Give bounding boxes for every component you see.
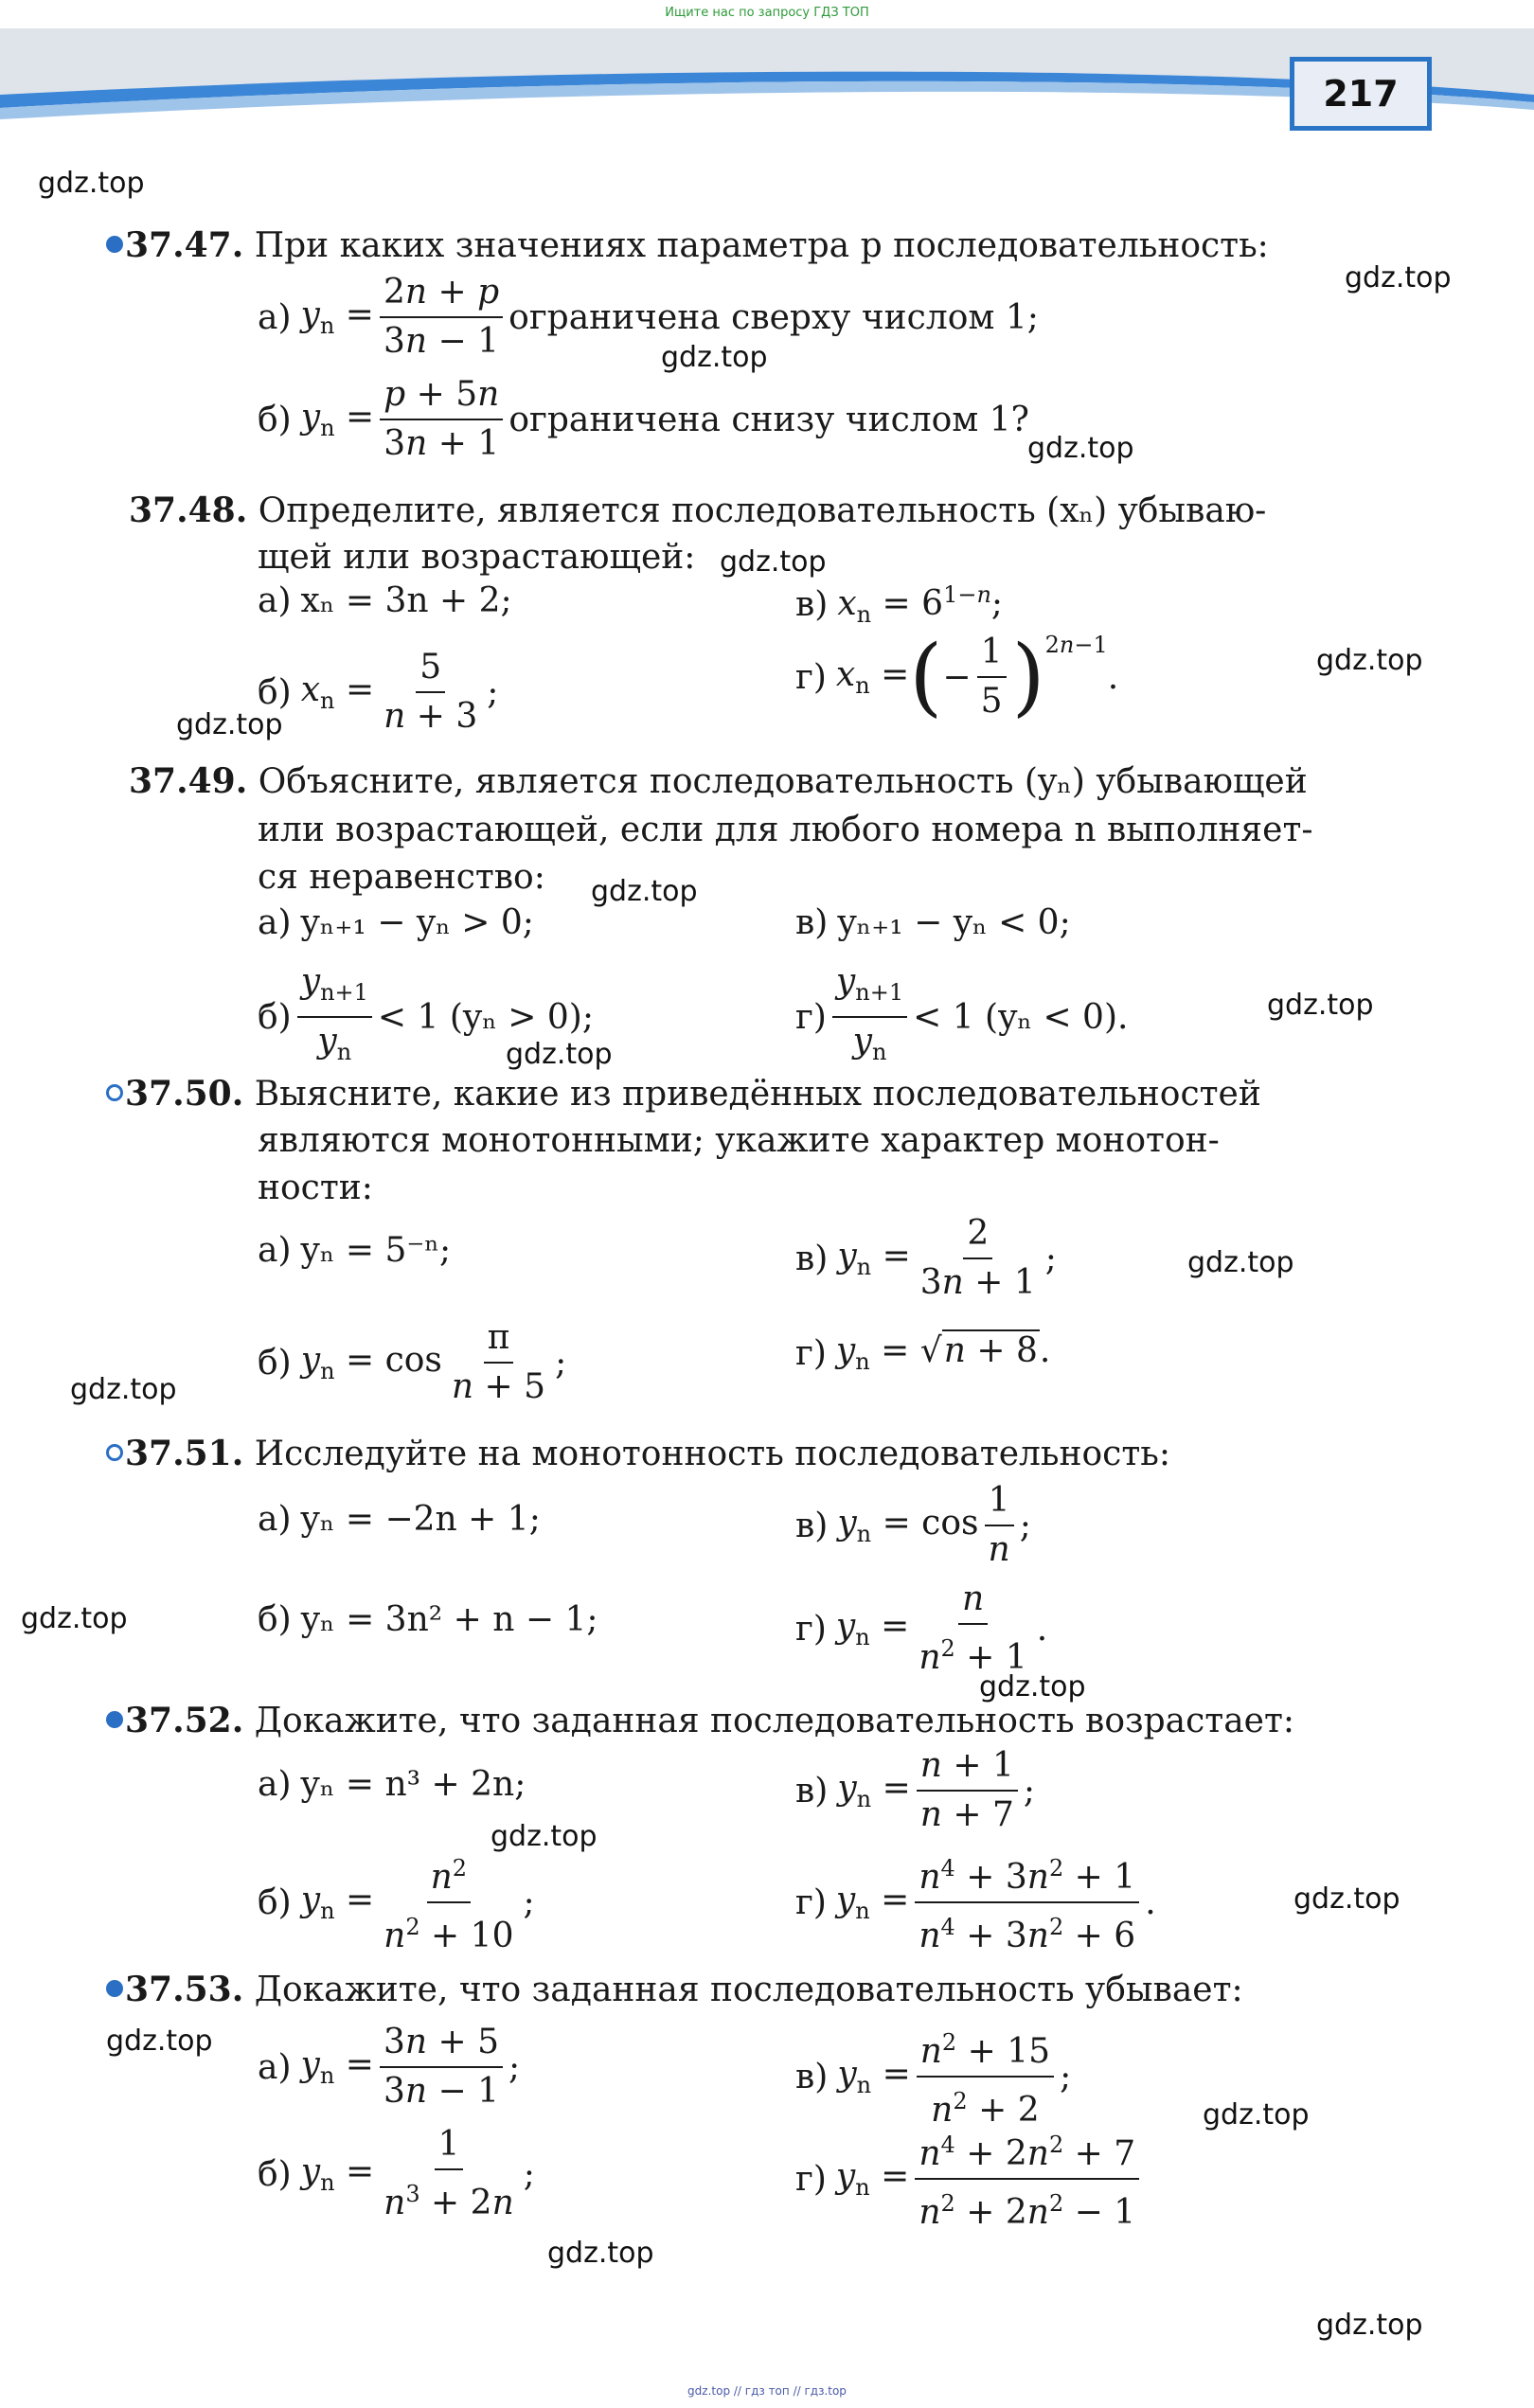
item-label: а) (258, 1765, 292, 1804)
problem-number: 37.50. (125, 1074, 244, 1114)
item-label: а) (258, 581, 292, 620)
item-expression: yₙ = 5⁻ⁿ; (300, 1231, 452, 1270)
item-expression: yₙ = n³ + 2n; (300, 1765, 526, 1804)
problem-37-47 (106, 222, 1269, 270)
problem-text: Докажите, что заданная последовательность убывает: (254, 1971, 1243, 2009)
watermark: gdz.top (70, 1373, 177, 1406)
watermark: gdz.top (1345, 261, 1452, 294)
watermark: gdz.top (1316, 644, 1423, 677)
difficulty-dot-icon (106, 236, 123, 253)
problem-37-49 (129, 758, 1308, 806)
problem-text: Определите, является последовательность (xₙ) убываю- (258, 491, 1267, 530)
item-label: в) (795, 1239, 829, 1278)
item-label: в) (795, 903, 829, 942)
item-37-50-a (258, 1231, 451, 1270)
item-expression: yₙ₊₁ − yₙ < 0; (837, 903, 1071, 942)
item-37-51-v: в) $y_n = \cos$ $\frac{1}{n}$ ; (795, 1481, 1031, 1569)
problem-text: или возрастающей, если для любого номера n выполняет- (258, 811, 1313, 849)
problem-number: 37.53. (125, 1970, 244, 2009)
watermark: gdz.top (38, 167, 145, 200)
item-37-48-g: г) $x_n$ = ( − $\frac{1}{5}$ ) 2n−1 . (795, 627, 1119, 726)
watermark: gdz.top (1316, 2309, 1423, 2342)
item-37-52-g: г) $y_n$ = $\frac{n^4 + 3n^2 + 1}{n^4 + 3n^2 + 6}$ . (795, 1846, 1156, 1958)
problem-number: 37.47. (125, 225, 244, 265)
problem-text: Исследуйте на монотонность последовательность: (254, 1435, 1170, 1473)
problem-text: При каких значениях параметра p последовательность: (254, 226, 1269, 265)
item-37-50-v: в) $y_n$ = $\frac{2}{3n + 1}$ ; (795, 1214, 1057, 1302)
watermark: gdz.top (21, 1602, 128, 1635)
problem-text: щей или возрастающей: (258, 538, 696, 577)
item-37-53-g: г) $y_n$ = $\frac{n^4 + 2n^2 + 7}{n^2 + 2n^2 - 1}$ (795, 2123, 1145, 2235)
watermark: gdz.top (106, 2025, 213, 2058)
item-label: б) (258, 1600, 292, 1639)
item-label: г) (795, 657, 827, 697)
item-37-49-g: г) $\frac{y_{n+1}}{y_n}$ < 1 (yₙ < 0). (795, 962, 1129, 1066)
item-37-51-g: г) $y_n$ = $\frac{n}{n^2 + 1}$ . (795, 1579, 1048, 1677)
item-expression: < 1 (yₙ > 0); (377, 997, 594, 1037)
item-label: б) (258, 997, 292, 1037)
problem-37-50-line3 (258, 1165, 373, 1212)
item-label: а) (258, 1231, 292, 1270)
watermark: gdz.top (720, 545, 827, 579)
item-text: ограничена снизу числом 1? (508, 400, 1029, 439)
item-label: г) (795, 997, 827, 1037)
item-label: в) (795, 2057, 829, 2096)
problem-37-49-line3 (258, 854, 545, 901)
item-label: г) (795, 2159, 827, 2199)
item-label: а) (258, 2047, 292, 2087)
item-expression: xₙ = 3n + 2; (300, 581, 512, 620)
page-number: 217 (1290, 57, 1432, 131)
watermark: gdz.top (176, 708, 283, 741)
item-label: г) (795, 1609, 827, 1649)
problem-37-48 (129, 487, 1266, 535)
watermark: gdz.top (491, 1820, 598, 1853)
watermark: gdz.top (979, 1670, 1086, 1703)
difficulty-circle-icon (106, 1444, 123, 1461)
problem-number: 37.51. (125, 1434, 244, 1473)
problem-text: ся неравенство: (258, 858, 545, 897)
item-37-50-b: б) $y_n = \cos$ $\frac{\pi}{n + 5}$ ; (258, 1318, 567, 1406)
difficulty-dot-icon (106, 1711, 123, 1728)
item-37-51-a (258, 1500, 541, 1539)
item-37-47-b: б) $y_n$ = $\frac{p + 5n}{3n + 1}$ ограничена снизу числом 1? (258, 375, 1029, 463)
difficulty-circle-icon (106, 1084, 123, 1101)
problem-37-50-line2 (258, 1117, 1220, 1165)
item-37-49-b: б) $\frac{y_{n+1}}{y_n}$ < 1 (yₙ > 0); (258, 962, 594, 1066)
watermark: gdz.top (1187, 1246, 1294, 1279)
item-37-52-a (258, 1765, 526, 1804)
item-37-47-a: а) $y_n$ = $\frac{2n + p}{3n - 1}$ ограничена сверху числом 1; (258, 273, 1039, 361)
item-37-49-a (258, 903, 534, 942)
problem-37-49-line2 (258, 807, 1313, 854)
item-37-51-b (258, 1600, 598, 1639)
problem-number: 37.52. (125, 1701, 244, 1740)
item-label: б) (258, 1882, 292, 1922)
watermark: gdz.top (547, 2237, 654, 2270)
item-label: б) (258, 672, 292, 712)
item-37-48-b: б) $x_n$ = $\frac{5}{n + 3}$ ; (258, 648, 499, 736)
watermark: gdz.top (591, 875, 698, 908)
problem-text: являются монотонными; укажите характер монотон- (258, 1121, 1220, 1160)
item-expression: < 1 (yₙ < 0). (913, 997, 1129, 1037)
difficulty-dot-icon (106, 1980, 123, 1997)
problem-number: 37.49. (129, 761, 248, 801)
watermark: gdz.top (661, 341, 768, 374)
item-37-49-v (795, 903, 1071, 942)
problem-37-50 (106, 1070, 1261, 1118)
problem-text: Докажите, что заданная последовательность возрастает: (254, 1702, 1295, 1740)
item-expression: yₙ₊₁ − yₙ > 0; (300, 903, 534, 942)
watermark: gdz.top (1293, 1882, 1400, 1916)
problem-text: Объясните, является последовательность (yₙ) убывающей (258, 762, 1308, 801)
item-label: а) (258, 903, 292, 942)
problem-37-51 (106, 1430, 1170, 1478)
item-label: б) (258, 2154, 292, 2194)
item-label: г) (795, 1333, 827, 1373)
item-37-52-b: б) $y_n$ = $\frac{n^2}{n^2 + 10}$ ; (258, 1846, 535, 1958)
watermark: gdz.top (1027, 432, 1134, 465)
problem-number: 37.48. (129, 491, 248, 530)
item-label: б) (258, 1343, 292, 1382)
item-37-53-b: б) $y_n$ = $\frac{1}{n^3 + 2n}$ ; (258, 2125, 535, 2222)
bottom-note: gdz.top // гдз топ // гдз.top (687, 2384, 847, 2398)
item-37-48-a (258, 581, 512, 620)
item-label: а) (258, 1500, 292, 1539)
item-label: в) (795, 1506, 829, 1545)
item-text: ограничена сверху числом 1; (508, 297, 1039, 337)
problem-text: Выясните, какие из приведённых последовательностей (254, 1075, 1261, 1114)
top-note: Ищите нас по запросу ГДЗ ТОП (665, 6, 869, 20)
item-label: б) (258, 400, 292, 439)
item-37-53-v: в) $y_n$ = $\frac{n^2 + 15}{n^2 + 2}$ ; (795, 2021, 1071, 2132)
watermark: gdz.top (1267, 989, 1374, 1022)
item-label: а) (258, 297, 292, 337)
watermark: gdz.top (506, 1038, 613, 1071)
problem-text: ности: (258, 1168, 373, 1207)
item-expression: yₙ = −2n + 1; (300, 1500, 541, 1539)
watermark: gdz.top (1203, 2098, 1310, 2132)
item-label: в) (795, 585, 829, 625)
item-label: в) (795, 1771, 829, 1810)
item-37-52-v: в) $y_n$ = $\frac{n + 1}{n + 7}$ ; (795, 1746, 1036, 1834)
problem-37-52 (106, 1697, 1294, 1745)
item-expression: yₙ = 3n² + n − 1; (300, 1600, 598, 1639)
item-37-50-g: г) $y_n = √n + 8$. (795, 1331, 1051, 1376)
problem-37-48-line2 (258, 534, 695, 581)
problem-37-53 (106, 1966, 1243, 2014)
item-37-53-a: а) $y_n$ = $\frac{3n + 5}{3n - 1}$ ; (258, 2023, 521, 2111)
item-label: г) (795, 1882, 827, 1922)
item-37-48-v: в) $x_n = 6^{1-n}$; (795, 581, 1004, 629)
